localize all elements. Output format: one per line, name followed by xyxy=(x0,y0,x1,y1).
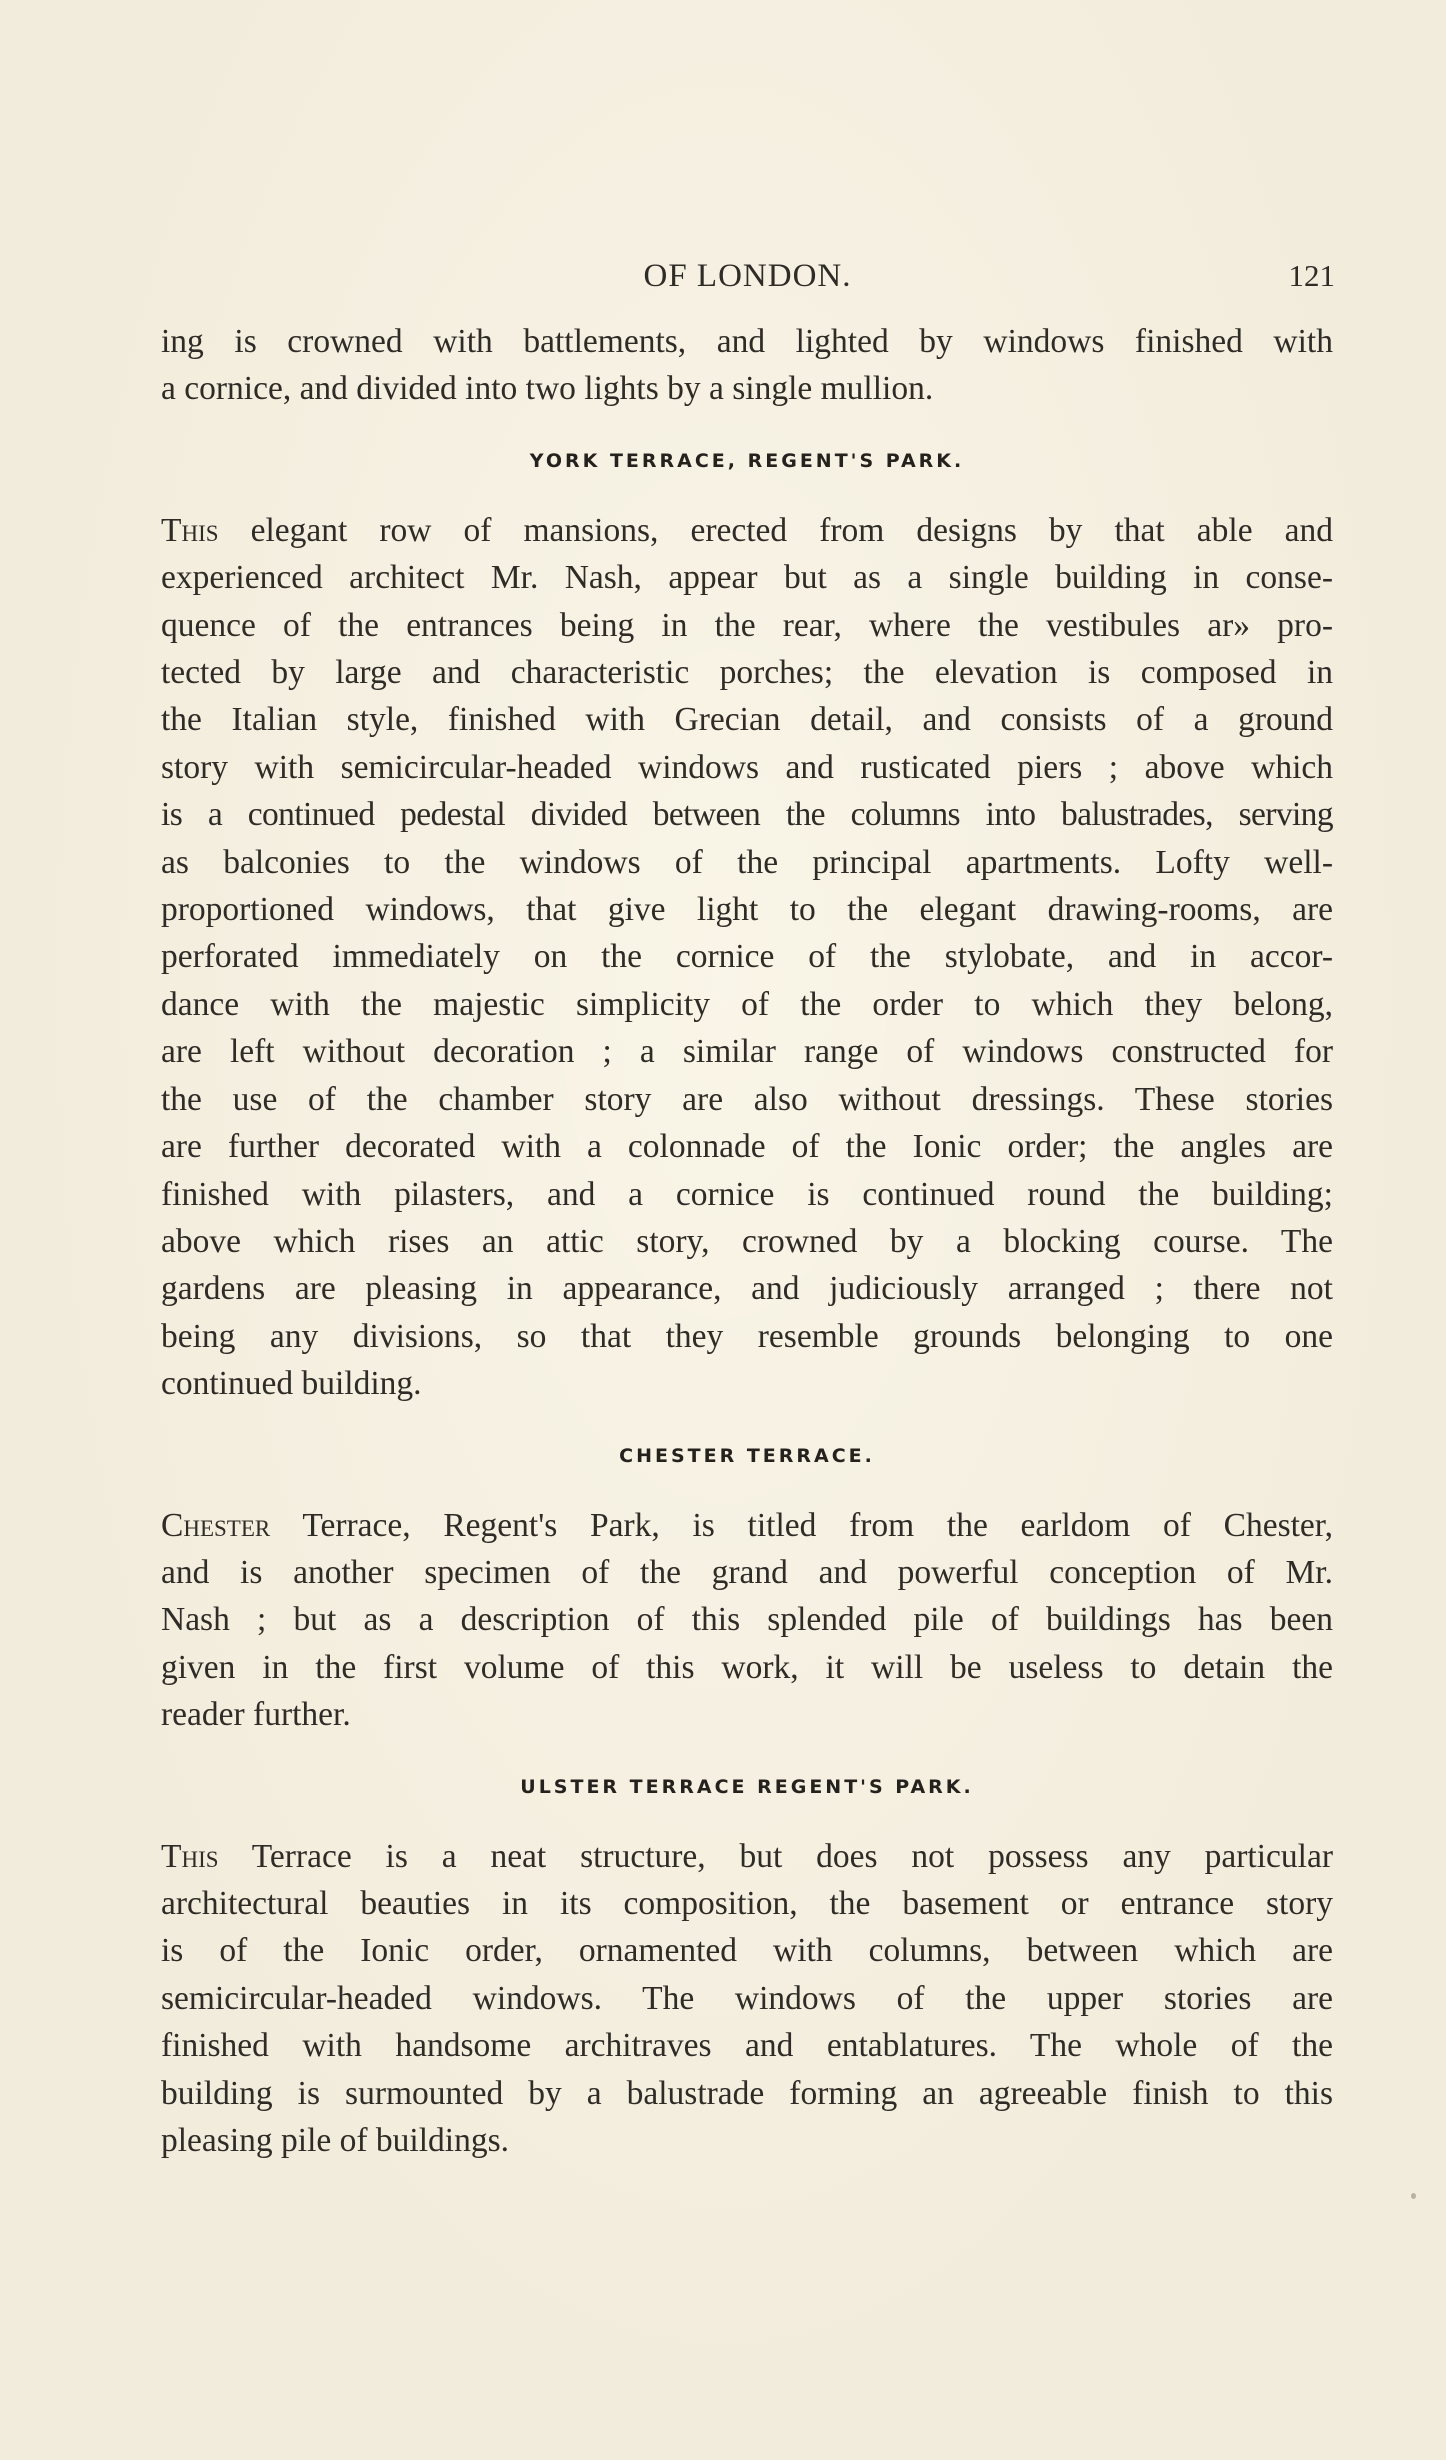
text-line: reader further. xyxy=(161,1696,351,1734)
lead-word: This xyxy=(161,1837,219,1875)
text-line: architectural beauties in its composition, the basement or entrance story xyxy=(161,1884,1333,1922)
text-line xyxy=(161,1502,1333,1549)
lead-word: Chester xyxy=(161,1506,271,1544)
text-line: being any divisions, so that they resemble grounds belonging to one xyxy=(161,1317,1333,1355)
text-line: pleasing pile of buildings. xyxy=(161,2122,509,2159)
text-line: the Italian style, finished with Grecian detail, and consists of a ground xyxy=(161,701,1333,739)
text-line: tected by large and characteristic porches; the elevation is composed in xyxy=(161,654,1333,692)
section-heading-chester-terrace: CHESTER TERRACE. xyxy=(619,1444,875,1467)
intro-paragraph xyxy=(161,318,1333,413)
text-line: are left without decoration ; a similar range of windows constructed for xyxy=(161,1033,1333,1071)
text-line: building is surmounted by a balustrade forming an agreeable finish to this xyxy=(161,2074,1333,2112)
text-line: dance with the majestic simplicity of the order to which they belong, xyxy=(161,985,1333,1023)
page-number: 121 xyxy=(1288,258,1335,293)
text-line: proportioned windows, that give light to the elegant drawing-rooms, are xyxy=(161,891,1333,929)
text-line: story with semicircular-headed windows and rusticated piers ; above which xyxy=(161,748,1333,786)
text-line xyxy=(161,1833,1333,1880)
running-title: OF LONDON. xyxy=(643,258,852,294)
lead-word: This xyxy=(161,511,219,549)
text-line: as balconies to the windows of the principal apartments. Lofty well- xyxy=(161,843,1333,881)
text-block xyxy=(161,318,1333,2164)
text-line: gardens are pleasing in appearance, and judiciously arranged ; there not xyxy=(161,1270,1333,1308)
section-heading-york-terrace: YORK TERRACE, REGENT'S PARK. xyxy=(529,449,965,472)
text-line: finished with pilasters, and a cornice is continued round the building; xyxy=(161,1175,1333,1213)
text-line: experienced architect Mr. Nash, appear but as a single building in conse- xyxy=(161,559,1333,597)
text-line: ing is crowned with battlements, and lighted by windows finished with xyxy=(161,323,1333,360)
text-line: Nash ; but as a description of this splended pile of buildings has been xyxy=(161,1601,1333,1639)
section-heading-ulster-terrace: ULSTER TERRACE REGENT'S PARK. xyxy=(520,1775,974,1798)
york-terrace-paragraph xyxy=(161,507,1333,1408)
text-line: are further decorated with a colonnade of the Ionic order; the angles are xyxy=(161,1128,1333,1166)
text-line: is of the Ionic order, ornamented with columns, between which are xyxy=(161,1932,1333,1970)
text-line: perforated immediately on the cornice of the stylobate, and in accor- xyxy=(161,938,1333,976)
text-line xyxy=(161,507,1333,554)
ulster-terrace-paragraph xyxy=(161,1833,1333,2165)
text-line: semicircular-headed windows. The windows of the upper stories are xyxy=(161,1979,1333,2017)
text-line: given in the first volume of this work, it will be useless to detain the xyxy=(161,1648,1333,1686)
text-line: and is another specimen of the grand and powerful conception of Mr. xyxy=(161,1553,1333,1591)
text-line-rest: elegant row of mansions, erected from designs by that able and xyxy=(218,511,1333,549)
text-line-rest: Terrace, Regent's Park, is titled from the earldom of Chester, xyxy=(270,1506,1333,1544)
text-line: a cornice, and divided into two lights by a single mullion. xyxy=(161,370,934,408)
text-line: the use of the chamber story are also without dressings. These stories xyxy=(161,1080,1333,1118)
text-line: continued building. xyxy=(161,1365,422,1403)
text-line: quence of the entrances being in the rear, where the vestibules ar» pro- xyxy=(161,606,1333,644)
running-head xyxy=(160,252,1335,300)
text-line: finished with handsome architraves and entablatures. The whole of the xyxy=(161,2027,1333,2065)
ink-speck xyxy=(1411,2193,1416,2199)
text-line: is a continued pedestal divided between the columns into balustrades, serving xyxy=(161,796,1333,834)
text-line-rest: Terrace is a neat structure, but does not possess any particular xyxy=(218,1837,1333,1875)
chester-terrace-paragraph xyxy=(161,1502,1333,1739)
text-line: above which rises an attic story, crowned by a blocking course. The xyxy=(161,1222,1333,1260)
